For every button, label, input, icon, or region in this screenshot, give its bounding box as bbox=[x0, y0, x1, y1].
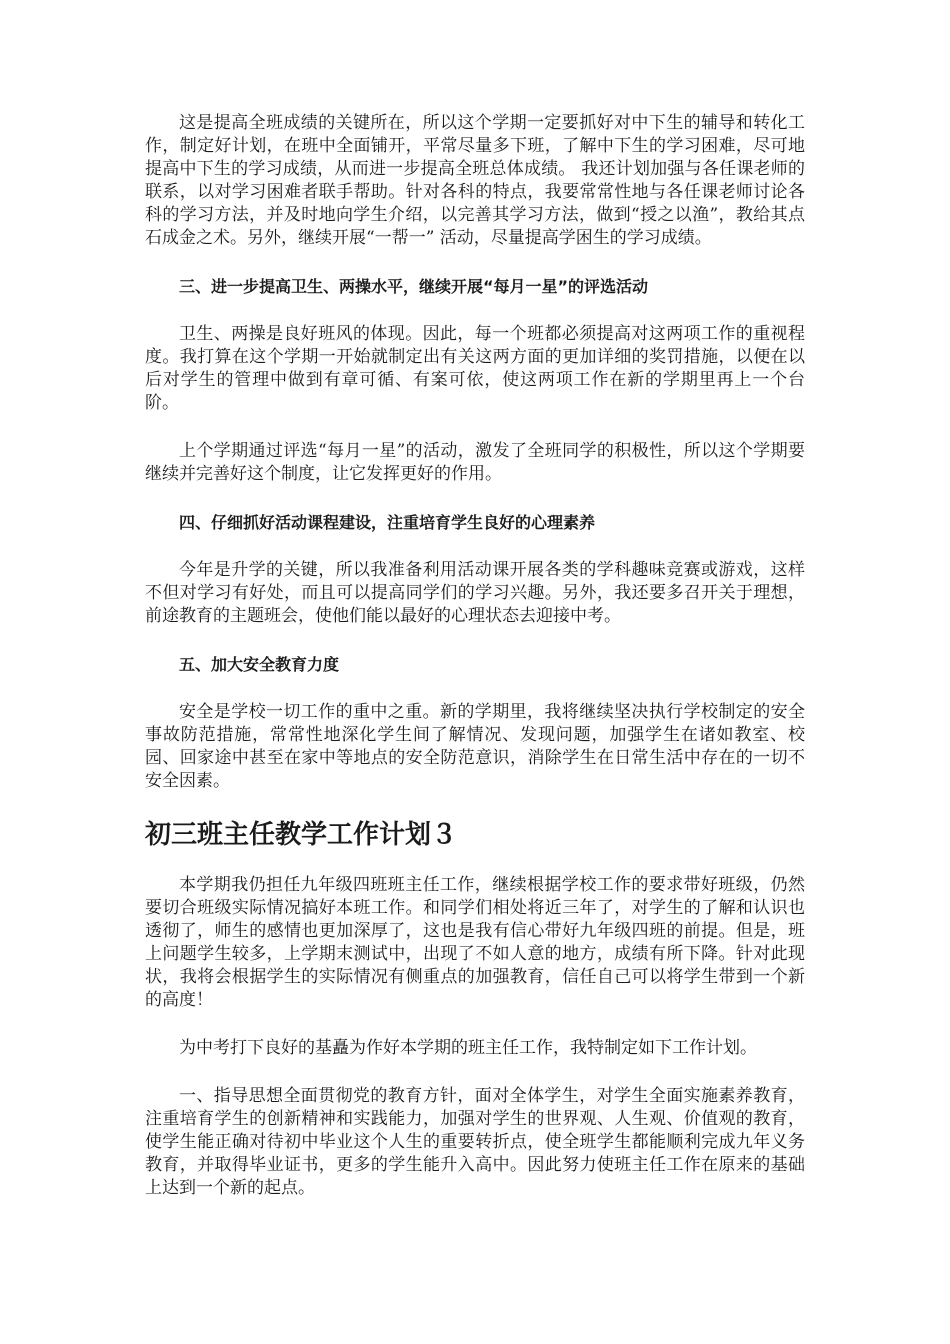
section-heading-hygiene: 三、进一步提高卫生、两操水平，继续开展“每月一星”的评选活动 bbox=[179, 277, 649, 296]
paragraph-star-of-month: 上个学期通过评选“每月一星”的活动，激发了全班同学的积极性，所以这个学期要继续并完善好这个制度，让它发挥更好的作用。 bbox=[145, 441, 805, 484]
section-heading-safety: 五、加大安全教育力度 bbox=[179, 655, 340, 674]
document-page bbox=[145, 112, 805, 1225]
paragraph-safety: 安全是学校一切工作的重中之重。新的学期里，我将继续坚决执行学校制定的安全事故防范措施，常常性地深化学生间了解情况、发现问题，加强学生在诸如教室、校园、回家途中甚至在家中等地点的安全防范意识，消除学生在日常生活中存在的一切不安全因素。 bbox=[145, 702, 805, 791]
document-title: 初三班主任教学工作计划３ bbox=[145, 820, 458, 850]
paragraph-activity-courses: 今年是升学的关键，所以我准备利用活动课开展各类的学科趣味竞赛或游戏，这样不但对学习有好处，而且可以提高同学们的学习兴趣。另外，我还要多召开关于理想，前途教育的主题班会，使他们能以最好的心理状态去迎接中考。 bbox=[145, 560, 805, 626]
paragraph-guiding-ideology: 一、指导思想全面贯彻党的教育方针，面对全体学生，对学生全面实施素养教育，注重培育学生的创新精神和实践能力，加强对学生的世界观、人生观、价值观的教育，使学生能正确对待初中毕业这个人生的重要转折点，使全班学生都能顺利完成九年义务教育，并取得毕业证书，更多的学生能升入高中。因此努力使班主任工作在原来的基础上达到一个新的起点。 bbox=[145, 1086, 805, 1198]
paragraph-plan-intro: 为中考打下良好的基矗为作好本学期的班主任工作，我特制定如下工作计划。 bbox=[179, 1038, 757, 1058]
paragraph-class-overview: 本学期我仍担任九年级四班班主任工作，继续根据学校工作的要求带好班级，仍然要切合班级实际情况搞好本班工作。和同学们相处将近三年了，对学生的了解和认识也透彻了，师生的感情也更加深厚了，这也是我有信心带好九年级四班的前提。但是，班上问题学生较多，上学期末测试中，出现了不如人意的地方，成绩有所下降。针对此现状，我将会根据学生的实际情况有侧重点的加强教育，信任自己可以将学生带到一个新的高度！ bbox=[145, 875, 805, 1010]
paragraph-hygiene: 卫生、两操是良好班风的体现。因此，每一个班都必须提高对这两项工作的重视程度。我打算在这个学期一开始就制定出有关这两方面的更加详细的奖罚措施，以便在以后对学生的管理中做到有章可循、有案可依，使这两项工作在新的学期里再上一个台阶。 bbox=[145, 324, 805, 413]
section-heading-activity-courses: 四、仔细抓好活动课程建设，注重培育学生良好的心理素养 bbox=[179, 513, 596, 532]
paragraph-tutoring-plan: 这是提高全班成绩的关键所在，所以这个学期一定要抓好对中下生的辅导和转化工作，制定好计划，在班中全面铺开，平常尽量多下班，了解中下生的学习困难，尽可地提高中下生的学习成绩，从而进一步提高全班总体成绩。 我还计划加强与各任课老师的联系，以对学习困难者联手帮助。针对各科的特点，我要常常性地与各任课老师讨论各科的学习方法，并及时地向学生介绍，以完善其学习方法，做到“授之以渔”，教给其点石成金之术。另外，继续开展“一帮一” 活动，尽量提高学困生的学习成绩。 bbox=[145, 113, 805, 248]
